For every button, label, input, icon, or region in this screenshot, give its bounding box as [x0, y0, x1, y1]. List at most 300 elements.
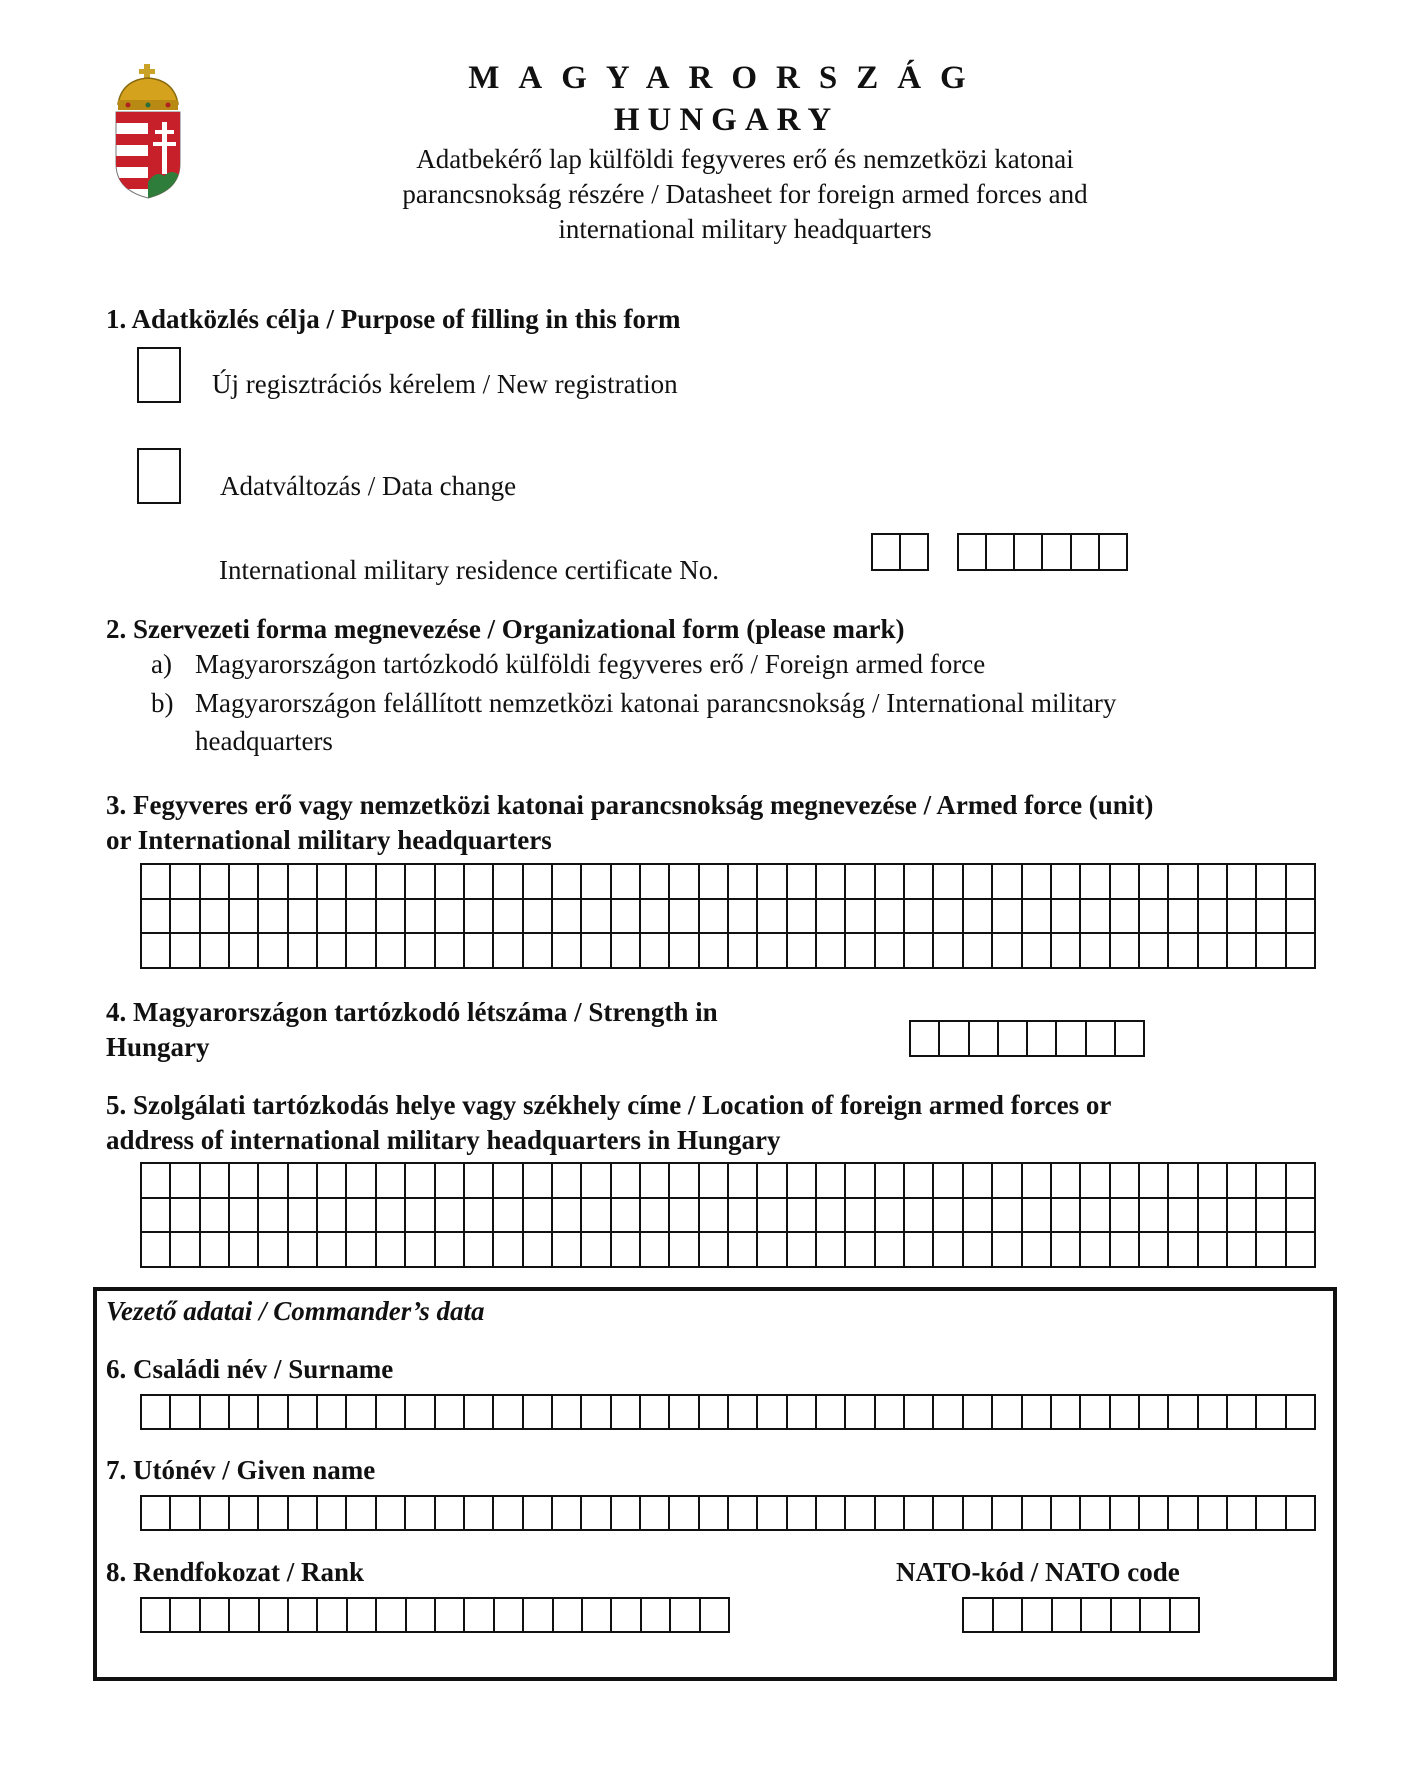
character-box[interactable]: [934, 1164, 963, 1199]
character-box[interactable]: [1169, 1199, 1198, 1234]
character-box[interactable]: [201, 1233, 230, 1268]
character-box[interactable]: [1257, 900, 1286, 935]
character-box[interactable]: [964, 900, 993, 935]
character-box[interactable]: [582, 1497, 611, 1531]
character-box[interactable]: [201, 900, 230, 935]
character-box[interactable]: [259, 1497, 288, 1531]
character-box[interactable]: [1081, 934, 1110, 969]
character-box[interactable]: [641, 865, 670, 900]
character-box[interactable]: [1111, 1164, 1140, 1199]
character-box[interactable]: [406, 1497, 435, 1531]
character-box[interactable]: [436, 865, 465, 900]
character-box[interactable]: [1171, 1599, 1201, 1633]
character-box[interactable]: [582, 900, 611, 935]
character-box[interactable]: [758, 1164, 787, 1199]
character-box[interactable]: [1287, 865, 1316, 900]
character-box[interactable]: [142, 1164, 171, 1199]
character-box[interactable]: [377, 1396, 406, 1430]
character-box[interactable]: [1199, 1233, 1228, 1268]
character-box[interactable]: [347, 1164, 376, 1199]
character-box[interactable]: [993, 1396, 1022, 1430]
character-box[interactable]: [436, 1599, 465, 1633]
character-box[interactable]: [905, 1199, 934, 1234]
character-box[interactable]: [407, 1599, 436, 1633]
character-box[interactable]: [465, 1599, 494, 1633]
character-box[interactable]: [612, 934, 641, 969]
character-box[interactable]: [1081, 1164, 1110, 1199]
unit-name-field[interactable]: [140, 863, 1316, 969]
character-box[interactable]: [846, 900, 875, 935]
character-box[interactable]: [260, 1599, 289, 1633]
character-box[interactable]: [817, 900, 846, 935]
character-box[interactable]: [1140, 934, 1169, 969]
character-box[interactable]: [729, 934, 758, 969]
character-box[interactable]: [788, 1396, 817, 1430]
character-box[interactable]: [700, 1164, 729, 1199]
character-box[interactable]: [1023, 1164, 1052, 1199]
character-box[interactable]: [230, 1396, 259, 1430]
character-box[interactable]: [171, 1497, 200, 1531]
character-box[interactable]: [289, 1233, 318, 1268]
character-box[interactable]: [905, 1497, 934, 1531]
character-box[interactable]: [729, 865, 758, 900]
surname-field[interactable]: [140, 1394, 1316, 1430]
character-box[interactable]: [846, 934, 875, 969]
character-box[interactable]: [406, 1199, 435, 1234]
character-box[interactable]: [876, 1164, 905, 1199]
character-box[interactable]: [436, 1396, 465, 1430]
character-box[interactable]: [1228, 1199, 1257, 1234]
character-box[interactable]: [641, 1497, 670, 1531]
character-box[interactable]: [788, 1233, 817, 1268]
character-box[interactable]: [700, 900, 729, 935]
character-box[interactable]: [964, 1396, 993, 1430]
character-box[interactable]: [846, 1497, 875, 1531]
character-box[interactable]: [436, 1233, 465, 1268]
character-box[interactable]: [554, 1599, 583, 1633]
character-box[interactable]: [758, 1497, 787, 1531]
character-box[interactable]: [987, 535, 1015, 571]
character-box[interactable]: [641, 900, 670, 935]
character-box[interactable]: [905, 900, 934, 935]
character-box[interactable]: [171, 1599, 200, 1633]
character-box[interactable]: [494, 1199, 523, 1234]
character-box[interactable]: [1111, 1497, 1140, 1531]
character-box[interactable]: [612, 1497, 641, 1531]
character-box[interactable]: [494, 934, 523, 969]
character-box[interactable]: [318, 1599, 347, 1633]
character-box[interactable]: [406, 934, 435, 969]
location-field[interactable]: [140, 1162, 1316, 1268]
character-box[interactable]: [289, 1599, 318, 1633]
character-box[interactable]: [1111, 1233, 1140, 1268]
character-box[interactable]: [1140, 900, 1169, 935]
character-box[interactable]: [1169, 934, 1198, 969]
character-box[interactable]: [873, 535, 901, 571]
character-box[interactable]: [142, 865, 171, 900]
character-box[interactable]: [1140, 1199, 1169, 1234]
character-box[interactable]: [289, 934, 318, 969]
character-box[interactable]: [524, 1164, 553, 1199]
character-box[interactable]: [524, 1497, 553, 1531]
character-box[interactable]: [494, 1233, 523, 1268]
character-box[interactable]: [436, 1497, 465, 1531]
character-box[interactable]: [1140, 865, 1169, 900]
character-box[interactable]: [846, 1396, 875, 1430]
character-box[interactable]: [583, 1599, 612, 1633]
character-box[interactable]: [465, 1396, 494, 1430]
character-box[interactable]: [406, 1233, 435, 1268]
character-box[interactable]: [171, 1396, 200, 1430]
character-box[interactable]: [553, 1164, 582, 1199]
character-box[interactable]: [1228, 865, 1257, 900]
character-box[interactable]: [670, 1164, 699, 1199]
character-box[interactable]: [993, 1199, 1022, 1234]
character-box[interactable]: [494, 1396, 523, 1430]
character-box[interactable]: [1112, 1599, 1142, 1633]
character-box[interactable]: [1081, 1233, 1110, 1268]
character-box[interactable]: [494, 1164, 523, 1199]
character-box[interactable]: [436, 934, 465, 969]
character-box[interactable]: [612, 1599, 641, 1633]
character-box[interactable]: [524, 1599, 553, 1633]
character-box[interactable]: [1199, 1396, 1228, 1430]
character-box[interactable]: [758, 865, 787, 900]
character-box[interactable]: [348, 1599, 377, 1633]
character-box[interactable]: [230, 934, 259, 969]
character-box[interactable]: [347, 934, 376, 969]
character-box[interactable]: [553, 1233, 582, 1268]
character-box[interactable]: [289, 1396, 318, 1430]
character-box[interactable]: [1257, 1396, 1286, 1430]
character-box[interactable]: [758, 1233, 787, 1268]
character-box[interactable]: [817, 1497, 846, 1531]
character-box[interactable]: [905, 1164, 934, 1199]
character-box[interactable]: [1287, 1199, 1316, 1234]
character-box[interactable]: [1228, 934, 1257, 969]
character-box[interactable]: [905, 1396, 934, 1430]
character-box[interactable]: [670, 934, 699, 969]
character-box[interactable]: [347, 900, 376, 935]
character-box[interactable]: [465, 1199, 494, 1234]
character-box[interactable]: [142, 934, 171, 969]
character-box[interactable]: [876, 900, 905, 935]
character-box[interactable]: [1023, 1233, 1052, 1268]
character-box[interactable]: [259, 865, 288, 900]
character-box[interactable]: [758, 1199, 787, 1234]
character-box[interactable]: [940, 1022, 969, 1057]
character-box[interactable]: [729, 1199, 758, 1234]
character-box[interactable]: [465, 1233, 494, 1268]
character-box[interactable]: [553, 900, 582, 935]
character-box[interactable]: [494, 900, 523, 935]
character-box[interactable]: [934, 1497, 963, 1531]
character-box[interactable]: [1111, 1199, 1140, 1234]
character-box[interactable]: [934, 900, 963, 935]
character-box[interactable]: [1199, 934, 1228, 969]
character-box[interactable]: [1023, 1396, 1052, 1430]
character-box[interactable]: [465, 865, 494, 900]
character-box[interactable]: [1169, 1497, 1198, 1531]
character-box[interactable]: [1052, 1164, 1081, 1199]
character-box[interactable]: [524, 900, 553, 935]
character-box[interactable]: [171, 934, 200, 969]
character-box[interactable]: [1257, 1199, 1286, 1234]
character-box[interactable]: [377, 865, 406, 900]
character-box[interactable]: [876, 1233, 905, 1268]
character-box[interactable]: [465, 1164, 494, 1199]
character-box[interactable]: [934, 865, 963, 900]
character-box[interactable]: [171, 1233, 200, 1268]
character-box[interactable]: [729, 1233, 758, 1268]
character-box[interactable]: [670, 1396, 699, 1430]
character-box[interactable]: [993, 1164, 1022, 1199]
character-box[interactable]: [817, 1164, 846, 1199]
character-box[interactable]: [876, 865, 905, 900]
character-box[interactable]: [729, 1396, 758, 1430]
character-box[interactable]: [1081, 1199, 1110, 1234]
character-box[interactable]: [1072, 535, 1100, 571]
character-box[interactable]: [582, 934, 611, 969]
character-box[interactable]: [934, 1233, 963, 1268]
character-box[interactable]: [1052, 900, 1081, 935]
character-box[interactable]: [201, 1497, 230, 1531]
character-box[interactable]: [318, 1233, 347, 1268]
character-box[interactable]: [1287, 900, 1316, 935]
character-box[interactable]: [318, 1497, 347, 1531]
character-box[interactable]: [788, 1199, 817, 1234]
character-box[interactable]: [934, 1396, 963, 1430]
character-box[interactable]: [1081, 900, 1110, 935]
character-box[interactable]: [1169, 1164, 1198, 1199]
character-box[interactable]: [788, 865, 817, 900]
character-box[interactable]: [612, 1233, 641, 1268]
character-box[interactable]: [612, 865, 641, 900]
character-box[interactable]: [846, 865, 875, 900]
character-box[interactable]: [406, 1396, 435, 1430]
character-box[interactable]: [1228, 900, 1257, 935]
character-box[interactable]: [905, 865, 934, 900]
character-box[interactable]: [964, 1233, 993, 1268]
certificate-number-field[interactable]: [957, 533, 1128, 571]
character-box[interactable]: [1082, 1599, 1112, 1633]
character-box[interactable]: [700, 1199, 729, 1234]
character-box[interactable]: [201, 1599, 230, 1633]
character-box[interactable]: [524, 1396, 553, 1430]
character-box[interactable]: [1169, 1396, 1198, 1430]
character-box[interactable]: [788, 1164, 817, 1199]
character-box[interactable]: [377, 934, 406, 969]
character-box[interactable]: [1023, 900, 1052, 935]
character-box[interactable]: [436, 1199, 465, 1234]
strength-field[interactable]: [909, 1020, 1145, 1057]
character-box[interactable]: [582, 865, 611, 900]
character-box[interactable]: [729, 1497, 758, 1531]
character-box[interactable]: [993, 1233, 1022, 1268]
character-box[interactable]: [905, 1233, 934, 1268]
character-box[interactable]: [553, 1497, 582, 1531]
character-box[interactable]: [1023, 1599, 1053, 1633]
character-box[interactable]: [1028, 1022, 1057, 1057]
character-box[interactable]: [1053, 1599, 1083, 1633]
character-box[interactable]: [1100, 535, 1128, 571]
character-box[interactable]: [582, 1396, 611, 1430]
character-box[interactable]: [230, 1497, 259, 1531]
character-box[interactable]: [934, 1199, 963, 1234]
character-box[interactable]: [259, 1396, 288, 1430]
character-box[interactable]: [524, 934, 553, 969]
character-box[interactable]: [612, 1396, 641, 1430]
character-box[interactable]: [1257, 1233, 1286, 1268]
character-box[interactable]: [1199, 900, 1228, 935]
character-box[interactable]: [788, 934, 817, 969]
character-box[interactable]: [1287, 1497, 1316, 1531]
character-box[interactable]: [377, 1199, 406, 1234]
character-box[interactable]: [964, 1164, 993, 1199]
character-box[interactable]: [377, 1164, 406, 1199]
character-box[interactable]: [788, 900, 817, 935]
character-box[interactable]: [1052, 865, 1081, 900]
character-box[interactable]: [142, 1599, 171, 1633]
character-box[interactable]: [1057, 1022, 1086, 1057]
character-box[interactable]: [1228, 1497, 1257, 1531]
character-box[interactable]: [318, 1199, 347, 1234]
character-box[interactable]: [230, 900, 259, 935]
character-box[interactable]: [465, 900, 494, 935]
character-box[interactable]: [171, 1164, 200, 1199]
character-box[interactable]: [1140, 1497, 1169, 1531]
character-box[interactable]: [465, 1497, 494, 1531]
character-box[interactable]: [1023, 1199, 1052, 1234]
character-box[interactable]: [377, 1599, 406, 1633]
character-box[interactable]: [1087, 1022, 1116, 1057]
character-box[interactable]: [993, 900, 1022, 935]
character-box[interactable]: [1111, 934, 1140, 969]
character-box[interactable]: [318, 934, 347, 969]
character-box[interactable]: [642, 1599, 671, 1633]
character-box[interactable]: [758, 934, 787, 969]
character-box[interactable]: [641, 1199, 670, 1234]
character-box[interactable]: [524, 1233, 553, 1268]
character-box[interactable]: [582, 1233, 611, 1268]
character-box[interactable]: [671, 1599, 700, 1633]
character-box[interactable]: [612, 900, 641, 935]
character-box[interactable]: [970, 1022, 999, 1057]
character-box[interactable]: [641, 934, 670, 969]
character-box[interactable]: [876, 1199, 905, 1234]
character-box[interactable]: [876, 1497, 905, 1531]
character-box[interactable]: [670, 1233, 699, 1268]
character-box[interactable]: [1081, 1497, 1110, 1531]
character-box[interactable]: [846, 1199, 875, 1234]
character-box[interactable]: [817, 1199, 846, 1234]
character-box[interactable]: [230, 1164, 259, 1199]
character-box[interactable]: [641, 1164, 670, 1199]
character-box[interactable]: [230, 1199, 259, 1234]
character-box[interactable]: [259, 900, 288, 935]
character-box[interactable]: [230, 1233, 259, 1268]
rank-field[interactable]: [140, 1597, 730, 1633]
character-box[interactable]: [641, 1396, 670, 1430]
character-box[interactable]: [700, 865, 729, 900]
character-box[interactable]: [553, 1396, 582, 1430]
character-box[interactable]: [1081, 1396, 1110, 1430]
character-box[interactable]: [700, 1233, 729, 1268]
character-box[interactable]: [993, 865, 1022, 900]
character-box[interactable]: [318, 1164, 347, 1199]
character-box[interactable]: [582, 1164, 611, 1199]
character-box[interactable]: [347, 865, 376, 900]
character-box[interactable]: [1140, 1233, 1169, 1268]
character-box[interactable]: [201, 865, 230, 900]
character-box[interactable]: [201, 1396, 230, 1430]
character-box[interactable]: [934, 934, 963, 969]
character-box[interactable]: [1199, 1199, 1228, 1234]
character-box[interactable]: [171, 865, 200, 900]
character-box[interactable]: [1052, 934, 1081, 969]
character-box[interactable]: [1141, 1599, 1171, 1633]
character-box[interactable]: [846, 1164, 875, 1199]
character-box[interactable]: [964, 934, 993, 969]
character-box[interactable]: [911, 1022, 940, 1057]
character-box[interactable]: [553, 865, 582, 900]
character-box[interactable]: [1023, 934, 1052, 969]
character-box[interactable]: [201, 1164, 230, 1199]
data-change-checkbox[interactable]: [137, 448, 181, 504]
character-box[interactable]: [347, 1233, 376, 1268]
character-box[interactable]: [1081, 865, 1110, 900]
character-box[interactable]: [1257, 865, 1286, 900]
character-box[interactable]: [788, 1497, 817, 1531]
character-box[interactable]: [582, 1199, 611, 1234]
character-box[interactable]: [259, 1164, 288, 1199]
character-box[interactable]: [171, 1199, 200, 1234]
character-box[interactable]: [1257, 1164, 1286, 1199]
character-box[interactable]: [230, 1599, 259, 1633]
character-box[interactable]: [318, 1396, 347, 1430]
character-box[interactable]: [465, 934, 494, 969]
character-box[interactable]: [1257, 934, 1286, 969]
character-box[interactable]: [1140, 1164, 1169, 1199]
character-box[interactable]: [876, 1396, 905, 1430]
nato-code-field[interactable]: [962, 1597, 1200, 1633]
character-box[interactable]: [142, 900, 171, 935]
character-box[interactable]: [289, 1199, 318, 1234]
character-box[interactable]: [964, 1599, 994, 1633]
character-box[interactable]: [406, 900, 435, 935]
character-box[interactable]: [846, 1233, 875, 1268]
character-box[interactable]: [1116, 1022, 1145, 1057]
character-box[interactable]: [406, 865, 435, 900]
character-box[interactable]: [964, 1199, 993, 1234]
character-box[interactable]: [1228, 1164, 1257, 1199]
character-box[interactable]: [1199, 1164, 1228, 1199]
character-box[interactable]: [670, 900, 699, 935]
character-box[interactable]: [612, 1199, 641, 1234]
character-box[interactable]: [670, 1199, 699, 1234]
character-box[interactable]: [142, 1497, 171, 1531]
character-box[interactable]: [1169, 900, 1198, 935]
character-box[interactable]: [1199, 865, 1228, 900]
character-box[interactable]: [817, 1233, 846, 1268]
character-box[interactable]: [876, 934, 905, 969]
character-box[interactable]: [1228, 1396, 1257, 1430]
character-box[interactable]: [377, 1233, 406, 1268]
character-box[interactable]: [1052, 1396, 1081, 1430]
character-box[interactable]: [1023, 1497, 1052, 1531]
character-box[interactable]: [347, 1396, 376, 1430]
character-box[interactable]: [641, 1233, 670, 1268]
